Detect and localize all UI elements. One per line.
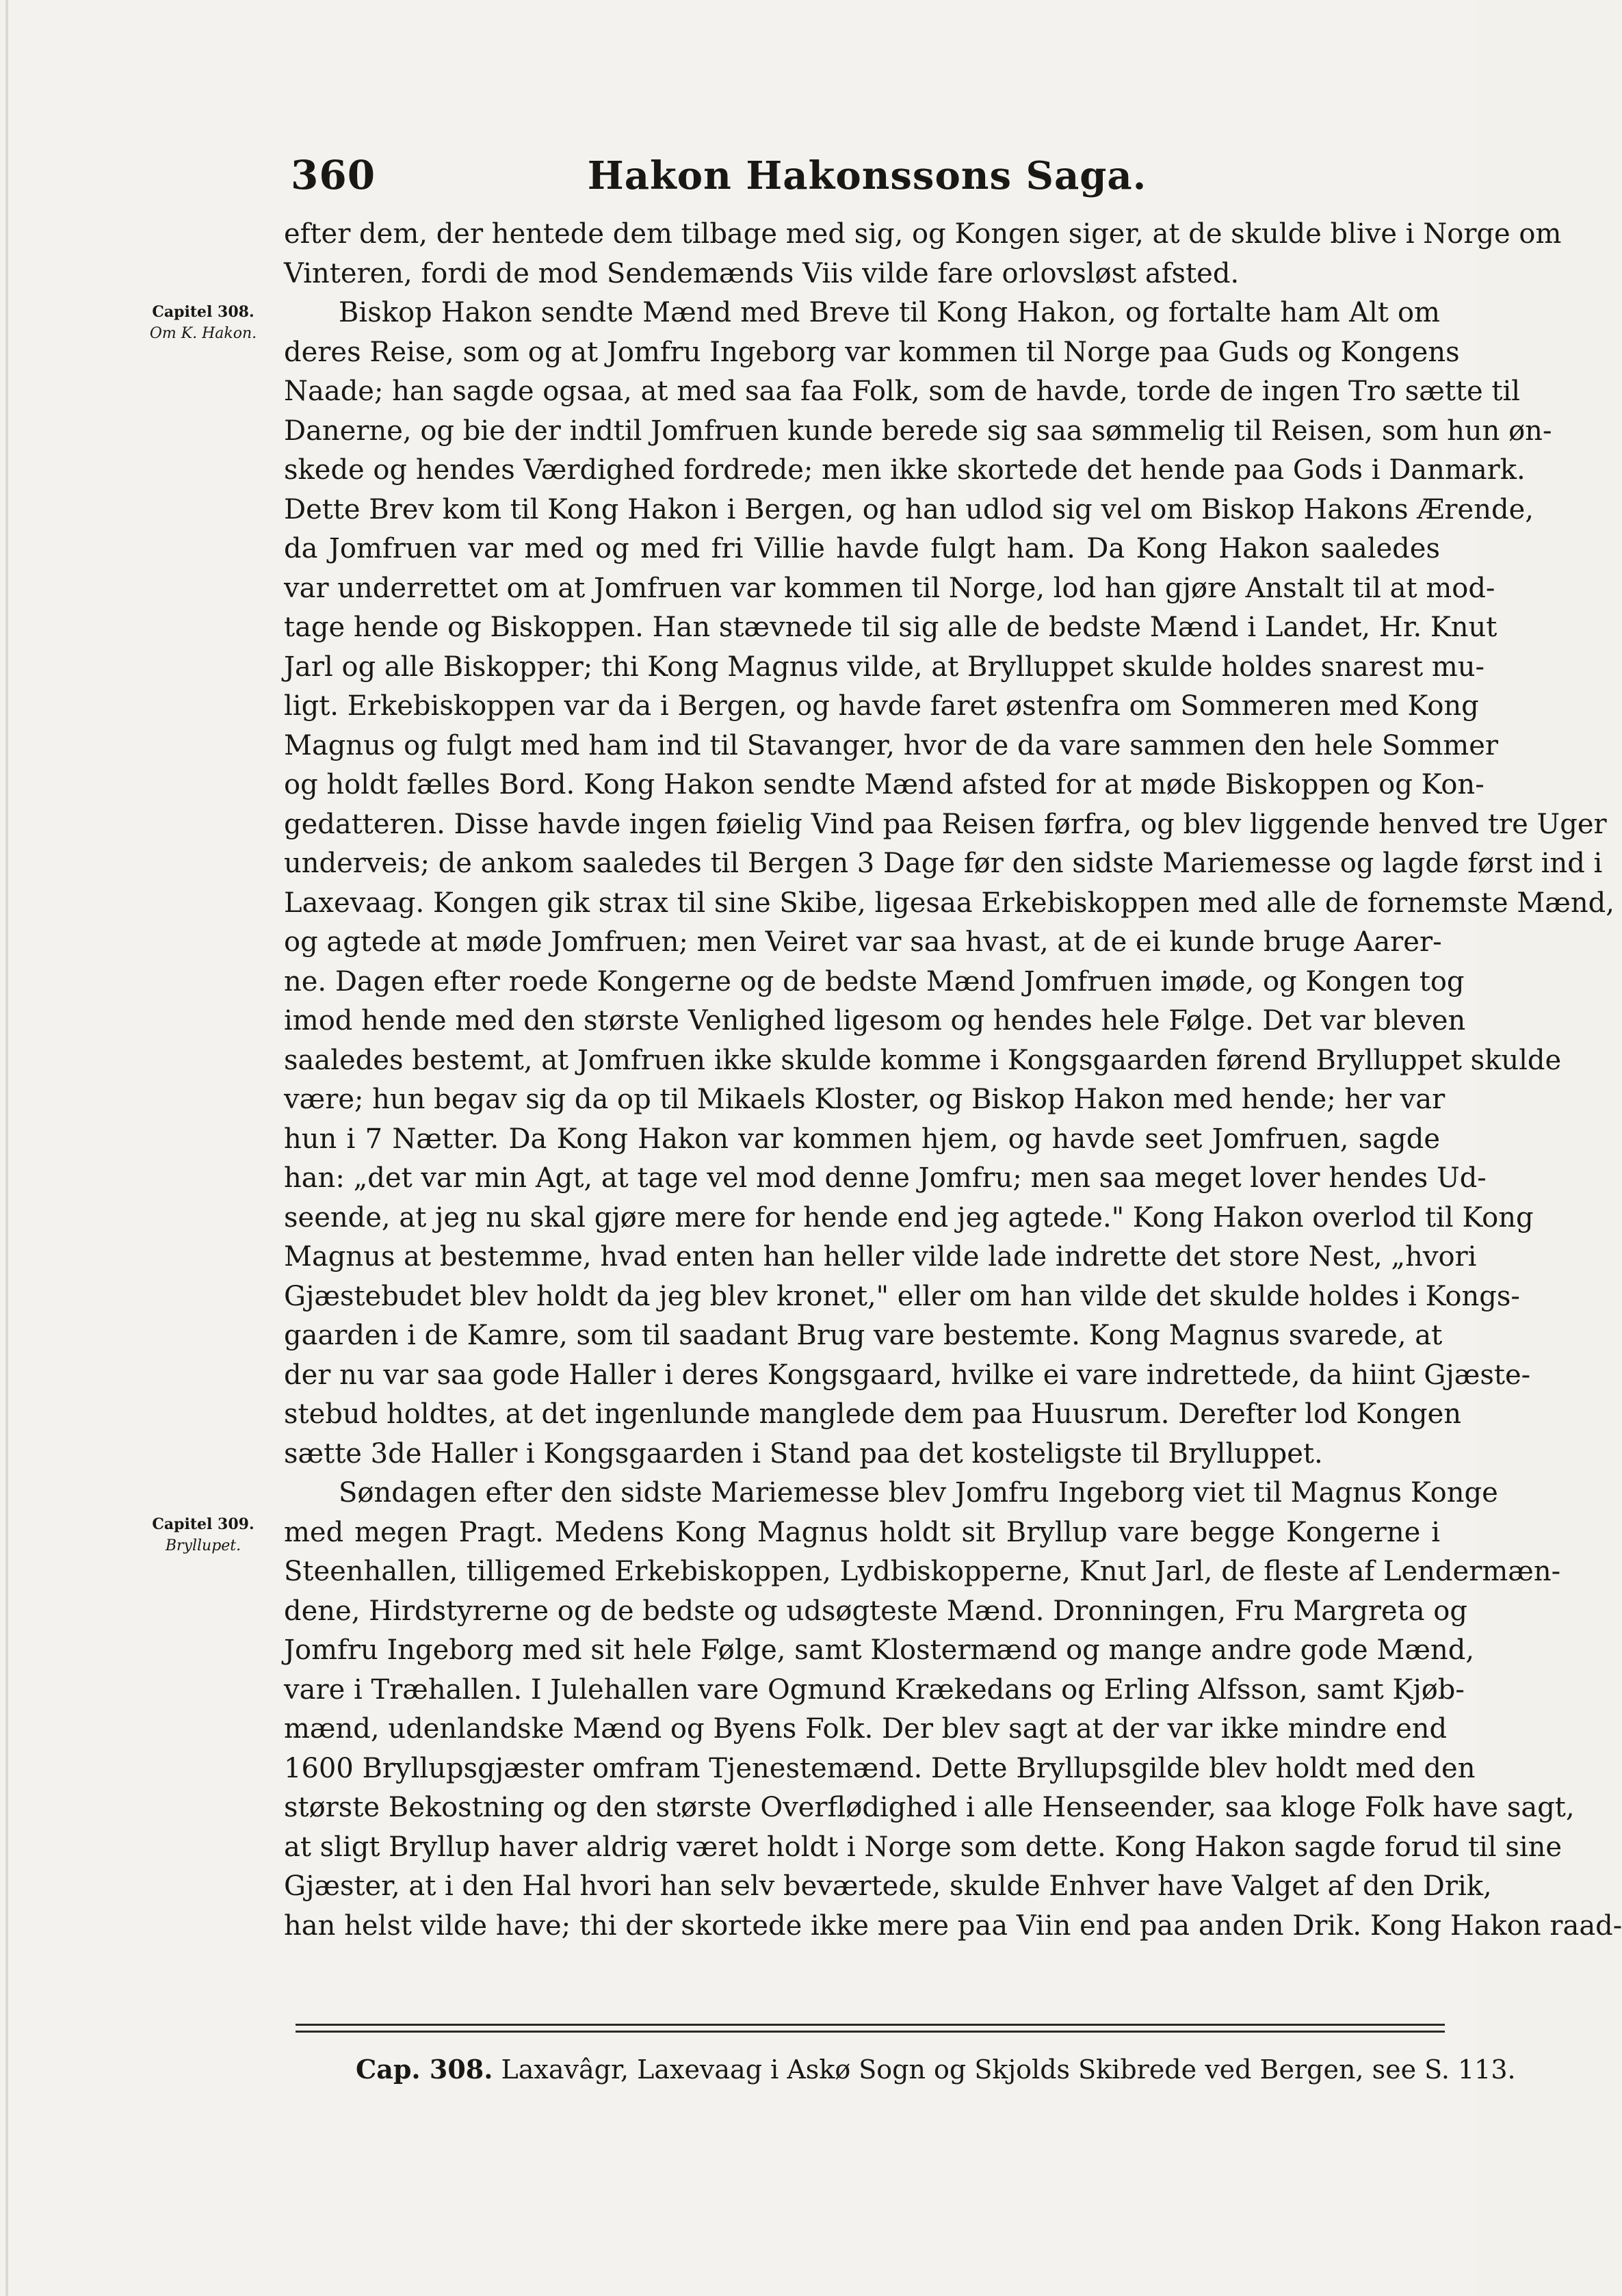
text-line: Jarl og alle Biskopper; thi Kong Magnus vilde, at Brylluppet skulde holdes snarest mu- xyxy=(284,651,1485,683)
text-line: hun i 7 Nætter. Da Kong Hakon var kommen hjem, og havde seet Jomfruen, sagde xyxy=(284,1123,1440,1155)
margin-note-subject: Bryllupet. xyxy=(165,1537,241,1554)
text-line: Gjæstebudet blev holdt da jeg blev kronet," eller om han vilde det skulde holdes i Kongs- xyxy=(284,1280,1520,1312)
text-line: underveis; de ankom saaledes til Bergen 3 Dage før den sidste Mariemesse og lagde først ind i xyxy=(284,848,1603,879)
footnote xyxy=(356,2054,1516,2085)
body-text xyxy=(284,215,1622,1946)
text-line: stebud holdtes, at det ingenlunde manglede dem paa Huusrum. Derefter lod Kongen xyxy=(284,1398,1462,1430)
text-line: han: „det var min Agt, at tage vel mod denne Jomfru; men saa meget lover hendes Ud- xyxy=(284,1162,1487,1194)
text-line: og agtede at møde Jomfruen; men Veiret var saa hvast, at de ei kunde bruge Aarer- xyxy=(284,926,1442,958)
text-line: være; hun begav sig da op til Mikaels Kloster, og Biskop Hakon med hende; her var xyxy=(284,1084,1446,1115)
margin-note-subject: Om K. Hakon. xyxy=(149,325,257,342)
page-header xyxy=(291,152,1443,207)
text-line: Naade; han sagde ogsaa, at med saa faa Folk, som de havde, torde de ingen Tro sætte til xyxy=(284,376,1521,407)
text-line: største Bekostning og den største Overflødighed i alle Henseender, saa kloge Folk have sagt, xyxy=(284,1792,1575,1823)
text-line: og holdt fælles Bord. Kong Hakon sendte Mænd afsted for at møde Biskoppen og Kon- xyxy=(284,769,1484,800)
text-line: saaledes bestemt, at Jomfruen ikke skulde komme i Kongsgaarden førend Brylluppet skulde xyxy=(284,1044,1562,1076)
text-line: Jomfru Ingeborg med sit hele Følge, samt Klostermænd og mange andre gode Mænd, xyxy=(284,1634,1475,1666)
text-line: efter dem, der hentede dem tilbage med sig, og Kongen siger, at de skulde blive i Norge om xyxy=(284,218,1562,250)
margin-note-chapter-308 xyxy=(131,301,275,345)
text-line: Biskop Hakon sendte Mænd med Breve til Kong Hakon, og fortalte ham Alt om xyxy=(339,297,1440,328)
text-line: imod hende med den største Venlighed ligesom og hendes hele Følge. Det var bleven xyxy=(284,1005,1466,1036)
footnote-rule-bottom xyxy=(296,2031,1445,2033)
text-line: Dette Brev kom til Kong Hakon i Bergen, og han udlod sig vel om Biskop Hakons Ærende, xyxy=(284,493,1534,525)
text-line: var underrettet om at Jomfruen var kommen til Norge, lod han gjøre Anstalt til at mod- xyxy=(284,572,1495,604)
running-title: Hakon Hakonssons Saga. xyxy=(587,153,1147,198)
text-line: dene, Hirdstyrerne og de bedste og udsøgteste Mænd. Dronningen, Fru Margreta og xyxy=(284,1595,1467,1627)
text-line: Gjæster, at i den Hal hvori han selv beværtede, skulde Enhver have Valget af den Drik, xyxy=(284,1870,1492,1902)
text-line: Laxevaag. Kongen gik strax til sine Skibe, ligesaa Erkebiskoppen med alle de fornemste Mænd, xyxy=(284,887,1614,919)
text-line: skede og hendes Værdighed fordrede; men ikke skortede det hende paa Gods i Danmark. xyxy=(284,454,1526,486)
text-line: ne. Dagen efter roede Kongerne og de bedste Mænd Jomfruen imøde, og Kongen tog xyxy=(284,965,1465,997)
text-line: Magnus at bestemme, hvad enten han heller vilde lade indrette det store Nest, „hvori xyxy=(284,1241,1477,1273)
text-line: ligt. Erkebiskoppen var da i Bergen, og havde faret østenfra om Sommeren med Kong xyxy=(284,690,1479,722)
text-line: Magnus og fulgt med ham ind til Stavanger, hvor de da vare sammen den hele Sommer xyxy=(284,729,1498,761)
text-line: gedatteren. Disse havde ingen føielig Vind paa Reisen førfra, og blev liggende henved tre Uger xyxy=(284,808,1607,840)
margin-note-chapter: Capitel 309. xyxy=(152,1515,254,1533)
page-edge xyxy=(5,0,8,2296)
text-line: gaarden i de Kamre, som til saadant Brug vare bestemte. Kong Magnus svarede, at xyxy=(284,1320,1443,1351)
text-line: da Jomfruen var med og med fri Villie havde fulgt ham. Da Kong Hakon saaledes xyxy=(284,533,1440,564)
text-line: med megen Pragt. Medens Kong Magnus holdt sit Bryllup vare begge Kongerne i xyxy=(284,1516,1440,1548)
footnote-rule-top xyxy=(296,2024,1445,2026)
margin-note-chapter: Capitel 308. xyxy=(152,303,254,321)
text-line: deres Reise, som og at Jomfru Ingeborg var kommen til Norge paa Guds og Kongens xyxy=(284,336,1460,368)
footnote-label: Cap. 308. xyxy=(356,2054,493,2085)
margin-note-chapter-309 xyxy=(131,1513,275,1557)
text-line: Vinteren, fordi de mod Sendemænds Viis vilde fare orlovsløst afsted. xyxy=(284,257,1240,289)
text-line: Danerne, og bie der indtil Jomfruen kunde berede sig saa sømmelig til Reisen, som hun øn- xyxy=(284,415,1552,447)
text-line: Steenhallen, tilligemed Erkebiskoppen, Lydbiskopperne, Knut Jarl, de fleste af Lendermæn- xyxy=(284,1556,1561,1587)
text-line: sætte 3de Haller i Kongsgaarden i Stand paa det kosteligste til Brylluppet. xyxy=(284,1437,1323,1470)
text-line: vare i Træhallen. I Julehallen vare Ogmund Krækedans og Erling Alfsson, samt Kjøb- xyxy=(284,1673,1465,1706)
text-line: Søndagen efter den sidste Mariemesse blev Jomfru Ingeborg viet til Magnus Konge xyxy=(339,1477,1498,1509)
text-line: seende, at jeg nu skal gjøre mere for hende end jeg agtede." Kong Hakon overlod til Kong xyxy=(284,1201,1534,1234)
text-line: at sligt Bryllup haver aldrig været holdt i Norge som dette. Kong Hakon sagde forud til sine xyxy=(284,1831,1562,1863)
page-number: 360 xyxy=(291,152,376,198)
text-line: der nu var saa gode Haller i deres Kongsgaard, hvilke ei vare indrettede, da hiint Gjæste- xyxy=(284,1359,1531,1391)
text-line: tage hende og Biskoppen. Han stævnede til sig alle de bedste Mænd i Landet, Hr. Knut xyxy=(284,612,1497,643)
text-line: 1600 Bryllupsgjæster omfram Tjenestemænd. Dette Bryllupsgilde blev holdt med den xyxy=(284,1752,1476,1784)
footnote-text: Laxavâgr, Laxevaag i Askø Sogn og Skjolds Skibrede ved Bergen, see S. 113. xyxy=(501,2054,1516,2085)
text-line: han helst vilde have; thi der skortede ikke mere paa Viin end paa anden Drik. Kong Hakon raad- xyxy=(284,1909,1622,1942)
text-line: mænd, udenlandske Mænd og Byens Folk. Der blev sagt at der var ikke mindre end xyxy=(284,1713,1448,1745)
